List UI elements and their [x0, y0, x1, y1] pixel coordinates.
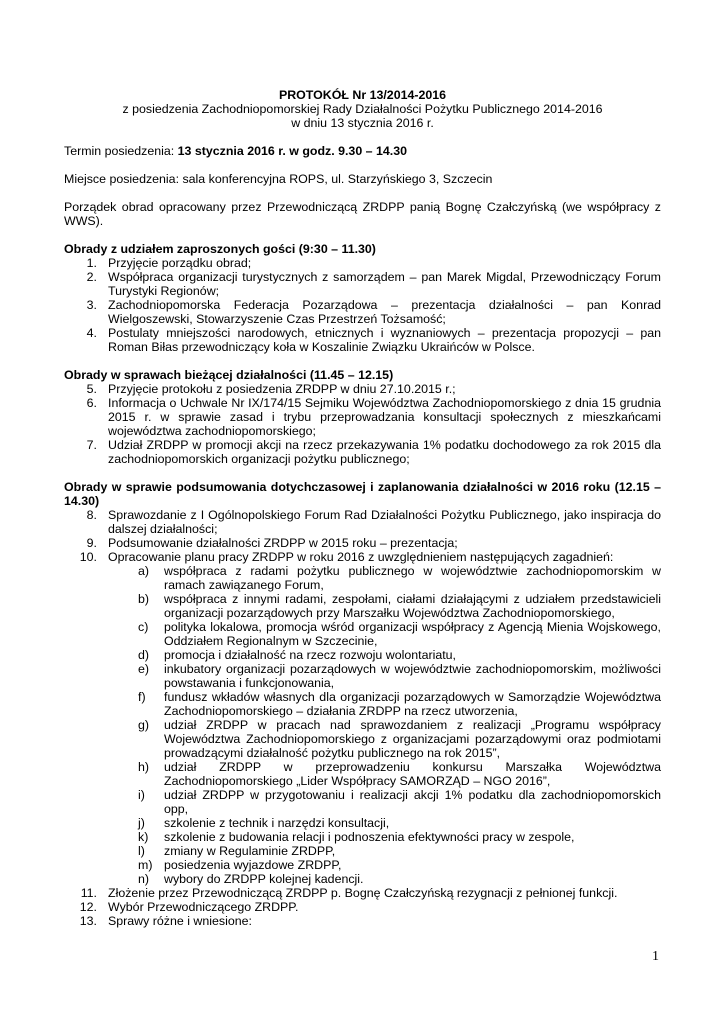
list-item — [138, 816, 661, 830]
item-letter: f) — [138, 690, 146, 704]
item-text: Informacja o Uchwale Nr IX/174/15 Sejmiku Województwa Zachodniopomorskiego z dnia 15 grudnia 2015 r. w sprawie zasad i trybu przeprowadzania konsultacji społecznych z mieszkańcami województwa zachodniopomorskiego; — [108, 396, 661, 438]
item-text: Sprawy różne i wniesione: — [108, 914, 252, 928]
section-heading-summary: Obrady w sprawie podsumowania dotychczasowej i zaplanowania działalności w 2016 roku (12.15 – 14.30) — [64, 480, 661, 508]
item-text: Złożenie przez Przewodniczącą ZRDPP p. Bognę Czałczyńską rezygnacji z pełnionej funkcji. — [108, 886, 618, 900]
item-number: 7. — [86, 438, 97, 452]
list-item — [64, 396, 661, 438]
list-item — [138, 690, 661, 718]
item-text: szkolenie z technik i narzędzi konsultacji, — [164, 816, 390, 830]
item-number: 10. — [79, 550, 97, 564]
item-number: 13. — [79, 914, 97, 928]
item-number: 11. — [80, 886, 97, 900]
list-item — [64, 536, 661, 550]
list-item — [138, 592, 661, 620]
agenda-list-current — [64, 382, 661, 466]
protocol-title: PROTOKÓŁ Nr 13/2014-2016 — [278, 88, 447, 102]
item-text: Współpraca organizacji turystycznych z samorządem – pan Marek Migdal, Przewodniczący Forum Turystyki Regionów; — [108, 270, 661, 298]
item-letter: e) — [138, 662, 150, 676]
item-letter: h) — [138, 760, 150, 774]
item-letter: b) — [138, 592, 150, 606]
item-letter: c) — [138, 620, 149, 634]
item-text: Podsumowanie działalności ZRDPP w 2015 roku – prezentacja; — [108, 536, 458, 550]
item-text: inkubatory organizacji pozarządowych w województwie zachodniopomorskim, możliwości powstawania i funkcjonowania, — [164, 662, 661, 690]
item-number: 1. — [86, 256, 97, 270]
section-heading-guests: Obrady z udziałem zaproszonych gości (9:30 – 11.30) — [64, 242, 376, 256]
list-item — [64, 550, 661, 886]
item-text: Przyjęcie porządku obrad; — [108, 256, 252, 270]
item-text: promocja i działalność na rzecz rozwoju wolontariatu, — [164, 648, 457, 662]
item-number: 9. — [86, 536, 97, 550]
item-number: 2. — [86, 270, 97, 284]
list-item — [138, 788, 661, 816]
item-text: Udział ZRDPP w promocji akcji na rzecz przekazywania 1% podatku dochodowego za rok 2015 dla zachodniopomorskich organizacji pożytku publicznego; — [108, 438, 661, 466]
agenda-sublist — [108, 564, 661, 886]
item-text: Zachodniopomorska Federacja Pozarządowa – prezentacja działalności – pan Konrad Wielgoszewski, Stowarzyszenie Czas Przestrzeń Tożsamość; — [108, 298, 661, 326]
item-letter: i) — [138, 788, 145, 802]
item-text: wybory do ZRDPP kolejnej kadencji. — [164, 872, 364, 886]
item-text: polityka lokalowa, promocja wśród organizacji współpracy z Agencją Mienia Wojskowego, Oddziałem Regionalnym w Szczecinie, — [164, 620, 661, 648]
list-item — [138, 872, 661, 886]
item-text: Opracowanie planu pracy ZRDPP w roku 2016 z uwzględnieniem następujących zagadnień: — [108, 550, 614, 564]
item-letter: k) — [138, 830, 149, 844]
list-item — [138, 844, 661, 858]
agenda-list-guests — [64, 256, 661, 354]
item-text: udział ZRDPP w przygotowaniu i realizacji akcji 1% podatku dla zachodniopomorskich opp, — [164, 788, 661, 816]
item-text: Wybór Przewodniczącego ZRDPP. — [108, 900, 299, 914]
item-letter: l) — [138, 844, 145, 858]
list-item — [64, 326, 661, 354]
item-letter: j) — [138, 816, 145, 830]
protocol-date: w dniu 13 stycznia 2016 r. — [291, 116, 434, 130]
item-text: Postulaty mniejszości narodowych, etnicznych i wyznaniowych – prezentacja propozycji – pan Roman Biłas przewodniczący koła w Koszalinie Związku Ukraińców w Polsce. — [108, 326, 661, 354]
protocol-subtitle: z posiedzenia Zachodniopomorskiej Rady Działalności Pożytku Publicznego 2014-2016 — [122, 102, 603, 116]
meeting-term — [64, 144, 661, 158]
item-letter: a) — [138, 564, 150, 578]
item-text: współpraca z radami pożytku publicznego w województwie zachodniopomorskim w ramach zawiązanego Forum, — [164, 564, 661, 592]
list-item — [138, 662, 661, 690]
item-number: 4. — [86, 326, 97, 340]
list-item — [64, 256, 661, 270]
list-item — [138, 718, 661, 760]
meeting-term-label: Termin posiedzenia: — [64, 144, 178, 158]
item-text: współpraca z innymi radami, zespołami, ciałami działającymi z udziałem przedstawicieli organizacji pozarządowych przy Marszałku Województwa Zachodniopomorskiego, — [164, 592, 661, 620]
item-letter: n) — [138, 872, 150, 886]
list-item — [64, 382, 661, 396]
list-item — [64, 886, 661, 900]
item-text: Przyjęcie protokołu z posiedzenia ZRDPP w dniu 27.10.2015 r.; — [108, 382, 456, 396]
item-text: Sprawozdanie z I Ogólnopolskiego Forum Rad Działalności Pożytku Publicznego, jako inspiracja do dalszej działalności; — [108, 508, 661, 536]
item-letter: m) — [138, 858, 153, 872]
item-number: 6. — [86, 396, 97, 410]
list-item — [64, 914, 661, 928]
item-number: 8. — [86, 508, 97, 522]
item-text: posiedzenia wyjazdowe ZRDPP, — [164, 858, 342, 872]
list-item — [138, 858, 661, 872]
agenda-list-summary — [64, 508, 661, 928]
item-number: 5. — [86, 382, 97, 396]
item-text: udział ZRDPP w przeprowadzeniu konkursu Marszałka Województwa Zachodniopomorskiego „Lider Współpracy SAMORZĄD – NGO 2016”, — [164, 760, 661, 788]
list-item — [138, 830, 661, 844]
item-text: udział ZRDPP w pracach nad sprawozdaniem z realizacji „Programu współpracy Województwa Zachodniopomorskiego z organizacjami pozarządowymi oraz podmiotami prowadzącymi działalność pożytku publicznego na rok 2015”, — [164, 718, 661, 760]
list-item — [64, 900, 661, 914]
item-letter: d) — [138, 648, 150, 662]
section-heading-current: Obrady w sprawach bieżącej działalności (11.45 – 12.15) — [64, 368, 394, 382]
list-item — [138, 760, 661, 788]
list-item — [138, 564, 661, 592]
list-item — [64, 508, 661, 536]
list-item — [138, 648, 661, 662]
meeting-place: Miejsce posiedzenia: sala konferencyjna ROPS, ul. Starzyńskiego 3, Szczecin — [64, 172, 493, 186]
item-text: zmiany w Regulaminie ZRDPP, — [164, 844, 336, 858]
list-item — [64, 438, 661, 466]
item-text: fundusz wkładów własnych dla organizacji pozarządowych w Samorządzie Województwa Zachodniopomorskiego – działania ZRDPP na rzecz utworzenia, — [164, 690, 661, 718]
list-item — [138, 620, 661, 648]
item-number: 12. — [79, 900, 97, 914]
list-item — [64, 298, 661, 326]
item-letter: g) — [138, 718, 150, 732]
agenda-intro: Porządek obrad opracowany przez Przewodniczącą ZRDPP panią Bognę Czałczyńską (we współpracy z WWS). — [64, 200, 661, 228]
page-number: 1 — [652, 949, 659, 964]
list-item — [64, 270, 661, 298]
meeting-term-value: 13 stycznia 2016 r. w godz. 9.30 – 14.30 — [177, 144, 408, 158]
item-text: szkolenie z budowania relacji i podnoszenia efektywności pracy w zespole, — [164, 830, 575, 844]
item-number: 3. — [86, 298, 97, 312]
